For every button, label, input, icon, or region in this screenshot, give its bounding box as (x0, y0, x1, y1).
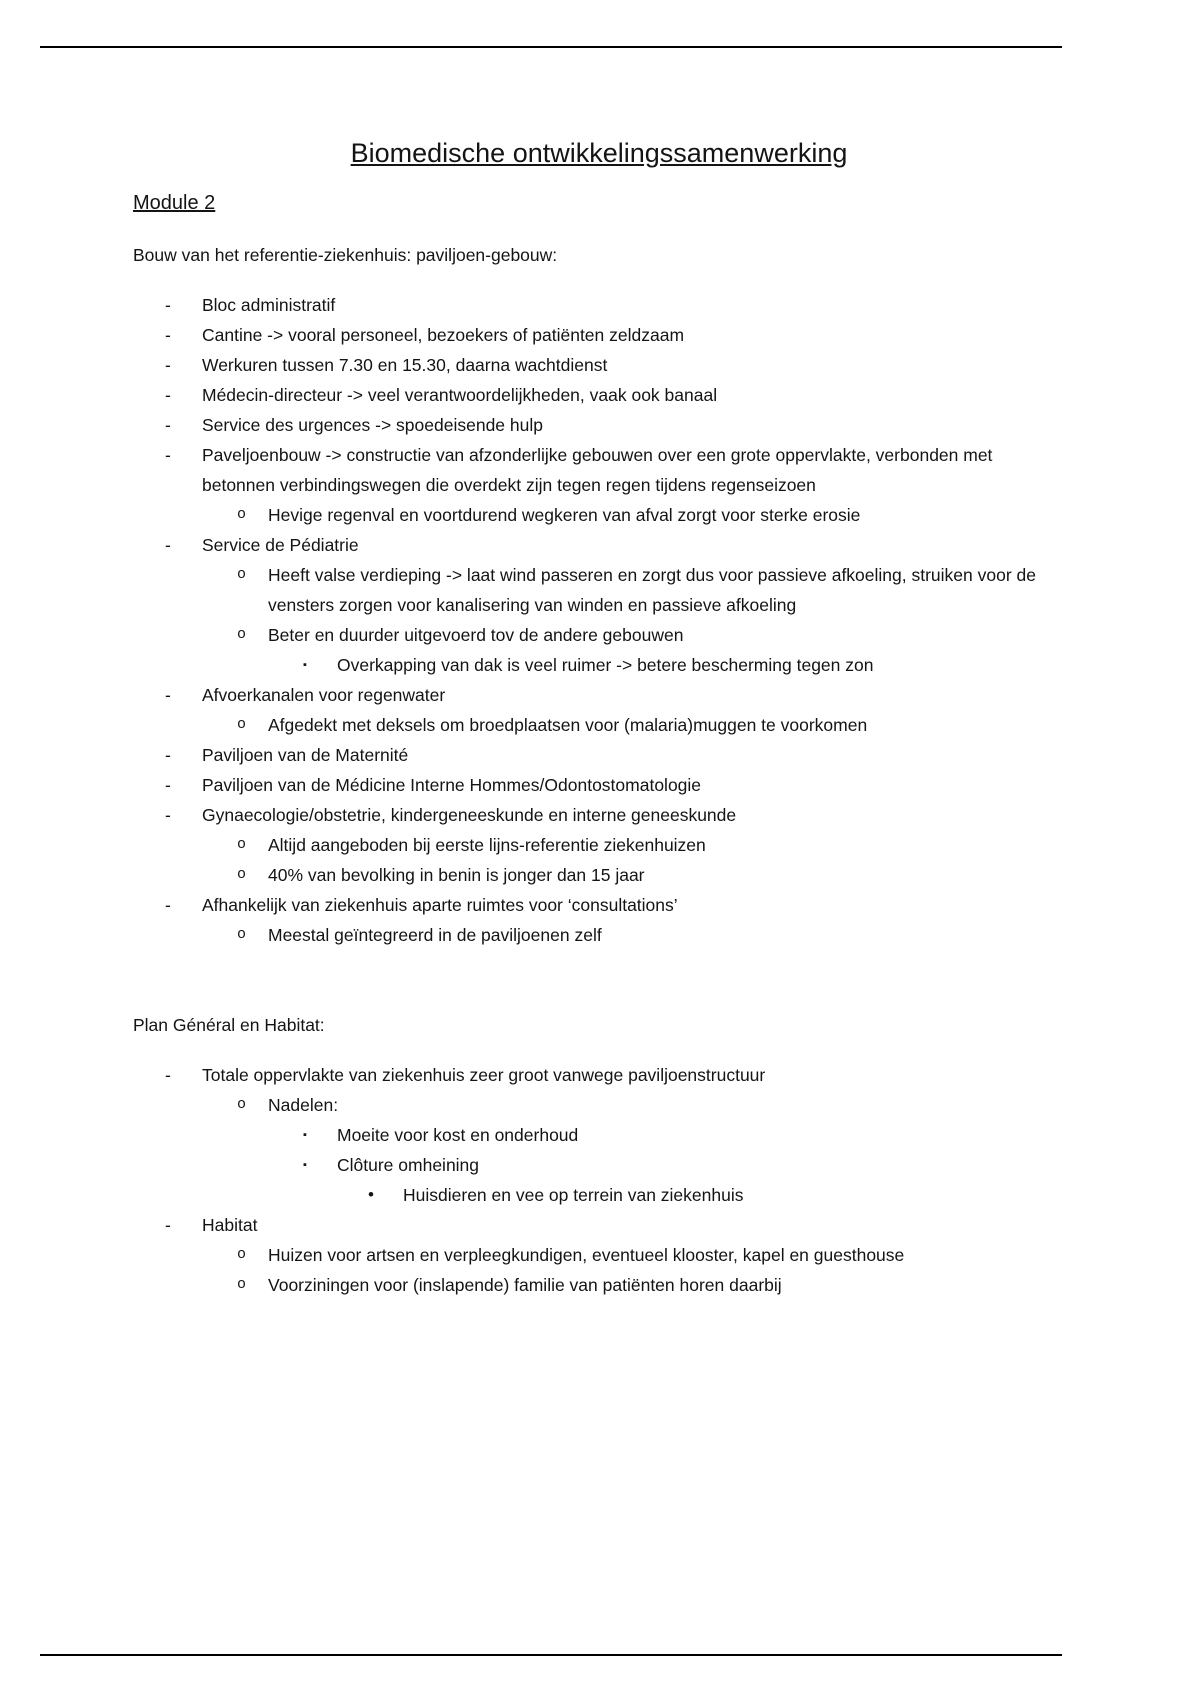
list-item-text: Médecin-directeur -> veel verantwoordelijkheden, vaak ook banaal (202, 385, 718, 405)
list-item-text: 40% van bevolking in benin is jonger dan 15 jaar (268, 865, 645, 885)
list-item (133, 800, 1065, 830)
list-item (133, 500, 1065, 530)
list-item (133, 620, 1065, 650)
list-item (133, 290, 1065, 320)
list-item (133, 1210, 1065, 1240)
list-item-text: Gynaecologie/obstetrie, kindergeneeskunde en interne geneeskunde (202, 805, 737, 825)
list-item-text: Moeite voor kost en onderhoud (337, 1125, 579, 1145)
list-item (133, 1060, 1065, 1090)
dash-bullet-marker: - (165, 415, 171, 435)
circle-bullet-marker: o (237, 926, 247, 943)
circle-bullet-marker: o (237, 1246, 247, 1263)
list-item (133, 1240, 1065, 1270)
list-item-text: Service de Pédiatrie (202, 535, 359, 555)
dash-bullet-marker: - (165, 775, 171, 795)
square-bullet-marker: ▪ (303, 1159, 307, 1171)
list-item-text: Nadelen: (268, 1095, 339, 1115)
list-item-text: Cantine -> vooral personeel, bezoekers of patiënten zeldzaam (202, 325, 685, 345)
dash-bullet-marker: - (165, 325, 171, 345)
paragraph-spacer (133, 950, 1065, 1012)
section-heading: Module 2 (133, 192, 216, 214)
list-item-text: Werkuren tussen 7.30 en 15.30, daarna wachtdienst (202, 355, 608, 375)
list-item (133, 1150, 1065, 1180)
list-item (133, 680, 1065, 710)
list-item (133, 740, 1065, 770)
list-item (133, 320, 1065, 350)
list-item (133, 650, 1065, 680)
list-item-text: Habitat (202, 1215, 258, 1235)
list-item-text: Meestal geïntegreerd in de paviljoenen zelf (268, 925, 602, 945)
list-item (133, 770, 1065, 800)
list-item (133, 1270, 1065, 1300)
dash-bullet-marker: - (165, 445, 171, 465)
paragraph: Plan Général en Habitat: (133, 1015, 325, 1035)
circle-bullet-marker: o (237, 866, 247, 883)
dash-bullet-marker: - (165, 535, 171, 555)
list-item (133, 920, 1065, 950)
list-item-text: Beter en duurder uitgevoerd tov de andere gebouwen (268, 625, 684, 645)
list-item-text: Huizen voor artsen en verpleegkundigen, eventueel klooster, kapel en guesthouse (268, 1245, 905, 1265)
list-item-text: Service des urgences -> spoedeisende hulp (202, 415, 543, 435)
list-item (133, 530, 1065, 560)
list-item (133, 350, 1065, 380)
circle-bullet-marker: o (237, 836, 247, 853)
list-item (133, 1120, 1065, 1150)
circle-bullet-marker: o (237, 1096, 247, 1113)
footer-rule (40, 1654, 1062, 1656)
circle-bullet-marker: o (237, 716, 247, 733)
dash-bullet-marker: - (165, 895, 171, 915)
dash-bullet-marker: - (165, 1215, 171, 1235)
list-item-text: Voorziningen voor (inslapende) familie van patiënten horen daarbij (268, 1275, 782, 1295)
list-item-text: Overkapping van dak is veel ruimer -> betere bescherming tegen zon (337, 655, 874, 675)
list-item (133, 410, 1065, 440)
paragraph: Bouw van het referentie-ziekenhuis: paviljoen-gebouw: (133, 245, 558, 265)
circle-bullet-marker: o (237, 1276, 247, 1293)
list-item (133, 380, 1065, 410)
list-item (133, 1180, 1065, 1210)
dash-bullet-marker: - (165, 685, 171, 705)
dash-bullet-marker: - (165, 805, 171, 825)
dash-bullet-marker: - (165, 385, 171, 405)
list-item (133, 1090, 1065, 1120)
square-bullet-marker: ▪ (303, 659, 307, 671)
list-item-text: Hevige regenval en voortdurend wegkeren van afval zorgt voor sterke erosie (268, 505, 861, 525)
dash-bullet-marker: - (165, 1065, 171, 1085)
dash-bullet-marker: - (165, 295, 171, 315)
circle-bullet-marker: o (237, 566, 247, 583)
list-item-text: Paviljoen van de Maternité (202, 745, 409, 765)
list-item-text: Paveljoenbouw -> constructie van afzonderlijke gebouwen over een grote oppervlakte, verbonden met betonnen verbindingswegen die overdekt zijn tegen regen tijdens regenseizoen (202, 445, 993, 495)
list-item-text: Clôture omheining (337, 1155, 480, 1175)
list-item-text: Huisdieren en vee op terrein van ziekenhuis (403, 1185, 744, 1205)
list-item (133, 860, 1065, 890)
list-item (133, 890, 1065, 920)
dash-bullet-marker: - (165, 355, 171, 375)
dash-bullet-marker: - (165, 745, 171, 765)
circle-bullet-marker: o (237, 626, 247, 643)
square-bullet-marker: ▪ (303, 1129, 307, 1141)
list-item (133, 830, 1065, 860)
list-item-text: Afvoerkanalen voor regenwater (202, 685, 446, 705)
list-item (133, 440, 1065, 500)
list-item-text: Afhankelijk van ziekenhuis aparte ruimtes voor ‘consultations’ (202, 895, 678, 915)
list-item-text: Heeft valse verdieping -> laat wind passeren en zorgt dus voor passieve afkoeling, struiken voor de vensters zorgen voor kanalisering van winden en passieve afkoeling (268, 565, 1037, 615)
bullet-bullet-marker: • (368, 1185, 374, 1204)
list-item (133, 560, 1065, 620)
list-item-text: Bloc administratif (202, 295, 336, 315)
list-item-text: Totale oppervlakte van ziekenhuis zeer groot vanwege paviljoenstructuur (202, 1065, 766, 1085)
list-item-text: Afgedekt met deksels om broedplaatsen voor (malaria)muggen te voorkomen (268, 715, 868, 735)
list-item-text: Altijd aangeboden bij eerste lijns-referentie ziekenhuizen (268, 835, 706, 855)
circle-bullet-marker: o (237, 506, 247, 523)
list-item (133, 710, 1065, 740)
document-title: Biomedische ontwikkelingssamenwerking (350, 138, 848, 168)
header-rule (40, 46, 1062, 48)
list-item-text: Paviljoen van de Médicine Interne Hommes/Odontostomatologie (202, 775, 702, 795)
document-content (133, 136, 1065, 1300)
